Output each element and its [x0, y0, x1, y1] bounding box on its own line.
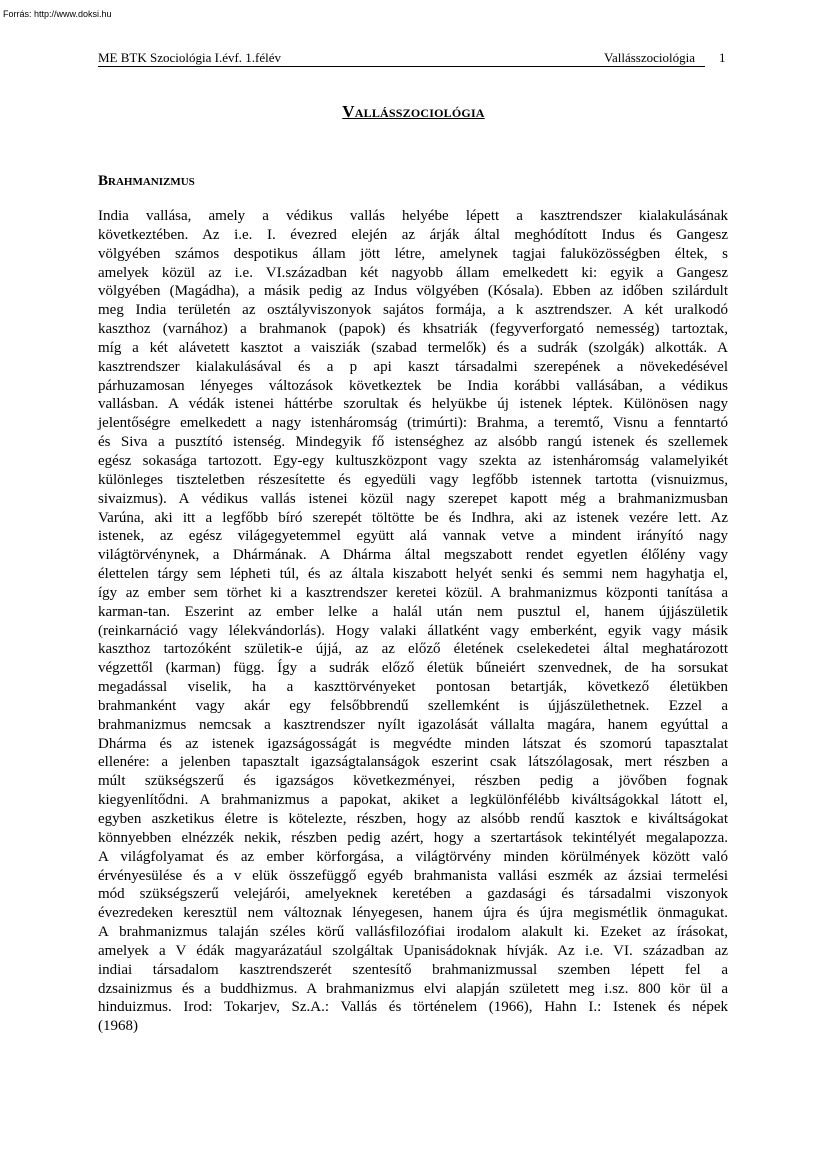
text-line: kaszthoz tartozóként születik-e újjá, az az előző életének cselekedetei által meghatározott — [98, 641, 728, 658]
text-line: sivaizmus). A védikus vallás istenei közül nagy szerepet kapott még a brahmanizmusban — [98, 490, 728, 507]
text-line: meg India területén az osztályviszonyok sajátos formája, a k asztrendszer. A két uralkodó — [98, 302, 728, 319]
text-line: ellenére: a jelenben tapasztalt igazságtalanságok eszerint csak látszólagosak, mert részben a — [98, 754, 728, 771]
page-title: Vallásszociológia — [342, 102, 485, 121]
text-line: kasztrendszer kialakulásával és a p api kaszt társadalmi szerepének a növekedésével — [98, 358, 728, 375]
text-line: istenek, az egész világegyetemmel együtt alá vannak vetve a mindent irányító nagy — [98, 528, 728, 545]
text-line: világtörvénynek, a Dhármának. A Dhárma által megszabott rendet egyetlen élőlény vagy — [98, 547, 728, 564]
text-line: hinduizmus. Irod: Tokarjev, Sz.A.: Vallás és történelem (1966), Hahn I.: Istenek és népek — [98, 999, 728, 1016]
body-text — [98, 207, 728, 1036]
running-header — [98, 50, 705, 67]
text-line: brahmanként vagy akár egy felsőbbrendű szellemként is újjászülethetnek. Ezzel a — [98, 697, 728, 714]
text-line: dzsainizmus és a buddhizmus. A brahmanizmus elvi alapján született meg i.sz. 800 kör ül a — [98, 980, 728, 997]
text-line: (reinkarnáció vagy lélekvándorlás). Hogy valaki állatként vagy emberként, egyik vagy másik — [98, 622, 728, 639]
text-line: amelyek közül az i.e. VI.században két nagyobb állam emelkedett ki: egyik a Gangesz — [98, 264, 728, 281]
text-line: különleges tiszteletben részesítette és egyedüli vagy legfőbb istennek tartotta (visnuizmus, — [98, 471, 728, 488]
text-line: brahmanizmus nemcsak a kasztrendszer nyílt igazolását vállalta magára, hanem egyúttal a — [98, 716, 728, 733]
text-line: míg a két alávetett kasztot a vaisziák (szabad termelők) és a sudrák (szolgák) alkották. A — [98, 339, 728, 356]
text-line: kiegyenlítődni. A brahmanizmus a papokat, akiket a legkülönfélébb kiváltságokkal látott el, — [98, 792, 728, 809]
text-line: amelyek a V édák magyarázatául szolgáltak Upanisádoknak hívják. Az i.e. VI. században az — [98, 942, 728, 959]
text-line: és Siva a pusztító istenség. Mindegyik fő istenséghez az alsóbb rangú istenek és szellemek — [98, 434, 728, 451]
page-number: 1 — [719, 50, 726, 65]
header-course: ME BTK Szociológia I.évf. 1.félév — [98, 50, 282, 65]
text-line: karman-tan. Eszerint az ember lelke a halál után nem pusztul el, hanem újjászületik — [98, 603, 728, 620]
section-heading: Brahmanizmus — [98, 173, 195, 189]
text-line: egyben aszketikus életre is kötelezte, részben, hogy az alsóbb rendű kasztok e kiváltságokat — [98, 811, 728, 827]
text-line: párhuzamosan lényeges változások következtek be India korábbi vallásában, a védikus — [98, 377, 728, 394]
text-line: következtében. Az i.e. I. évezred elején az árják által meghódított Indus és Gangesz — [98, 226, 728, 243]
text-line: kaszthoz (varnához) a brahmanok (papok) és khsatriák (fegyverforgató nemesség) tartoztak, — [98, 321, 728, 338]
text-line: völgyében számos despotikus állam jött létre, amelynek tagjai faluközösségben éltek, s — [98, 245, 728, 262]
text-line: múlt szükségszerű és igazságos következményei, részben pedig a jövőben fognak — [98, 773, 728, 790]
text-line: A brahmanizmus talaján széles körű vallásfilozófiai irodalom alakult ki. Ezeket az írásokat, — [98, 924, 728, 941]
text-line: így az ember sem törhet ki a kasztrendszer keretei közül. A brahmanizmus központi tanítása a — [98, 584, 728, 601]
text-line: élettelen tárgy sem lépheti túl, és az általa kiszabott helyét senki és semmi nem hagyhatja el, — [98, 566, 728, 583]
text-line: A világfolyamat és az ember körforgása, a világtörvény minden körülmények között való — [98, 848, 728, 865]
text-line: egész sokasága tartozott. Egy-egy kultuszközpont vagy szekta az istenháromság valamelyikét — [98, 452, 728, 469]
text-line: India vallása, amely a védikus vallás helyébe lépett a kasztrendszer kialakulásának — [98, 208, 728, 224]
text-line: végzettől (karman) függ. Így a sudrák előző életük bűneiért szenvednek, de ha sorsukat — [98, 660, 728, 677]
text-line: Dhárma és az istenek igazságosságát is megvédte minden látszat és szomorú tapasztalat — [98, 735, 728, 752]
text-line: völgyében (Magádha), a másik pedig az Indus völgyében (Kósala). Ebben az időben szilárdult — [98, 283, 728, 300]
text-line: évezredeken keresztül nem változnak lényegesen, hanem újra és újra megismétlik önmagukat. — [98, 905, 728, 922]
text-line: érvényesülése és a v elük összefüggő egyéb brahmanista vallási eszmék az ázsiai termelési — [98, 867, 728, 884]
text-line: megadással viselik, ha a kaszttörvényeket pontosan betartják, következő életükben — [98, 679, 728, 696]
text-line: indiai társadalom kasztrendszerét szentesítő brahmanizmussal szemben lépett fel a — [98, 961, 728, 978]
header-subject: Vallásszociológia — [604, 50, 695, 65]
text-line: könnyebben elnézzék nekik, részben pedig azért, hogy a szertartások tekintélyét megalapozza. — [98, 829, 728, 846]
text-line: mód szükségszerű velejárói, amelyeknek keretében a gazdasági és társadalmi viszonyok — [98, 886, 728, 903]
text-line: Varúna, aki itt a legfőbb bíró szerepét töltötte be és Indhra, aki az istenek vezére lett. Az — [98, 509, 728, 526]
source-note: Forrás: http://www.doksi.hu — [3, 9, 112, 19]
text-line: vallásban. A védák istenei háttérbe szorultak és helyükbe új istenek léptek. Különösen nagy — [98, 396, 728, 413]
text-line: (1968) — [98, 1018, 138, 1035]
text-line: jelentőségre emelkedett a nagy istenháromság (trimúrti): Brahma, a teremtő, Visnu a fenntartó — [98, 415, 728, 432]
